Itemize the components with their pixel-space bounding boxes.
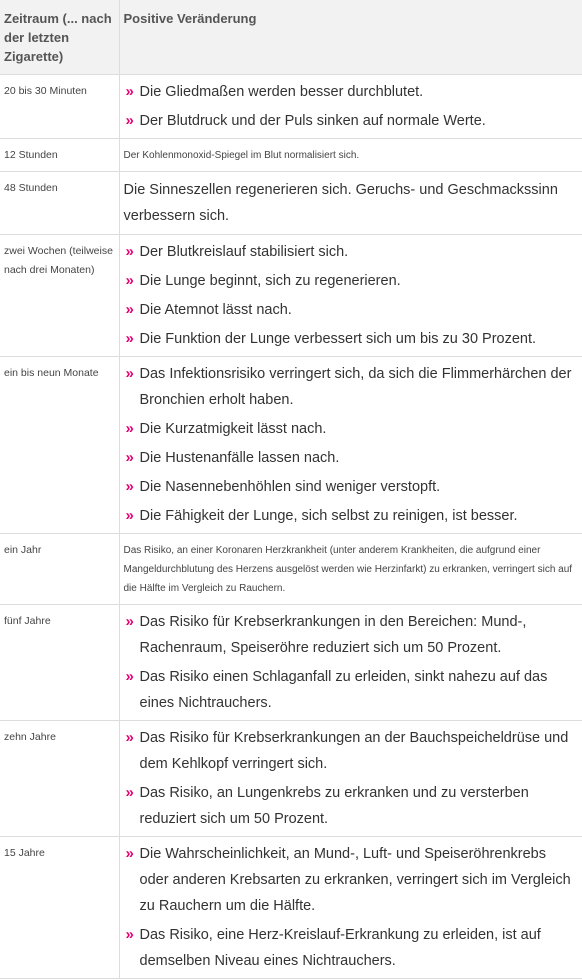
- change-cell: [119, 235, 582, 357]
- table-header-row: [0, 0, 582, 75]
- change-cell: Der Kohlenmonoxid-Spiegel im Blut normalisiert sich.: [119, 139, 582, 172]
- bullet-icon: »: [125, 243, 134, 260]
- table-row: [0, 75, 582, 139]
- period-cell: zehn Jahre: [0, 721, 119, 837]
- header-change: Positive Veränderung: [119, 0, 582, 75]
- list-item: » Die Fähigkeit der Lunge, sich selbst zu reinigen, ist besser.: [126, 503, 579, 529]
- list-item: » Die Kurzatmigkeit lässt nach.: [126, 416, 579, 442]
- list-item: » Das Risiko einen Schlaganfall zu erleiden, sinkt nahezu auf das eines Nichtrauchers.: [126, 664, 579, 716]
- bullet-icon: »: [125, 926, 134, 943]
- table-row: [0, 534, 582, 605]
- change-cell: Die Sinneszellen regenerieren sich. Geruchs- und Geschmackssinn verbessern sich.: [119, 172, 582, 235]
- list-item: » Die Nasennebenhöhlen sind weniger verstopft.: [126, 474, 579, 500]
- table-row: [0, 605, 582, 721]
- change-cell: [119, 357, 582, 534]
- period-cell: 20 bis 30 Minuten: [0, 75, 119, 139]
- list-item: » Das Risiko für Krebserkrankungen an der Bauchspeicheldrüse und dem Kehlkopf verringert sich.: [126, 725, 579, 777]
- period-cell: ein bis neun Monate: [0, 357, 119, 534]
- bullet-icon: »: [125, 668, 134, 685]
- list-item: » Der Blutdruck und der Puls sinken auf normale Werte.: [126, 108, 579, 134]
- change-cell: [119, 75, 582, 139]
- change-cell: [119, 837, 582, 979]
- bullet-icon: »: [125, 507, 134, 524]
- bullet-icon: »: [125, 478, 134, 495]
- bullet-icon: »: [125, 449, 134, 466]
- list-item: » Die Gliedmaßen werden besser durchblutet.: [126, 79, 579, 105]
- table-row: [0, 721, 582, 837]
- period-cell: ein Jahr: [0, 534, 119, 605]
- change-cell: [119, 721, 582, 837]
- list-item: » Die Funktion der Lunge verbessert sich um bis zu 30 Prozent.: [126, 326, 579, 352]
- table-row: [0, 357, 582, 534]
- change-cell: Das Risiko, an einer Koronaren Herzkrankheit (unter anderem Krankheiten, die aufgrund einer Mangeldurchblutung des Herzens ausgelöst werden wie Herzinfarkt) zu erkranken, verringert sich auf die Hälfte im Vergleich zu Rauchern.: [119, 534, 582, 605]
- header-period: Zeitraum (... nach der letzten Zigarette): [0, 0, 119, 75]
- bullet-icon: »: [125, 784, 134, 801]
- bullet-icon: »: [125, 112, 134, 129]
- bullet-icon: »: [125, 330, 134, 347]
- period-cell: 12 Stunden: [0, 139, 119, 172]
- bullet-icon: »: [125, 729, 134, 746]
- list-item: » Das Infektionsrisiko verringert sich, da sich die Flimmerhärchen der Bronchien erholt haben.: [126, 361, 579, 413]
- list-item: » Der Blutkreislauf stabilisiert sich.: [126, 239, 579, 265]
- period-cell: 15 Jahre: [0, 837, 119, 979]
- table-row: [0, 139, 582, 172]
- bullet-icon: »: [125, 613, 134, 630]
- list-item: » Das Risiko für Krebserkrankungen in den Bereichen: Mund-, Rachenraum, Speiseröhre reduziert sich um 50 Prozent.: [126, 609, 579, 661]
- bullet-icon: »: [125, 845, 134, 862]
- period-cell: zwei Wochen (teilweise nach drei Monaten): [0, 235, 119, 357]
- list-item: » Das Risiko, an Lungenkrebs zu erkranken und zu versterben reduziert sich um 50 Prozent.: [126, 780, 579, 832]
- bullet-icon: »: [125, 365, 134, 382]
- period-cell: 48 Stunden: [0, 172, 119, 235]
- table-row: [0, 837, 582, 979]
- list-item: » Die Hustenanfälle lassen nach.: [126, 445, 579, 471]
- list-item: » Die Wahrscheinlichkeit, an Mund-, Luft- und Speiseröhrenkrebs oder anderen Krebsarten zu erkranken, verringert sich im Vergleich zu Rauchern um die Hälfte.: [126, 841, 579, 919]
- change-cell: [119, 605, 582, 721]
- list-item: » Die Lunge beginnt, sich zu regenerieren.: [126, 268, 579, 294]
- list-item: » Das Risiko, eine Herz-Kreislauf-Erkrankung zu erleiden, ist auf demselben Niveau eines Nichtrauchers.: [126, 922, 579, 974]
- bullet-icon: »: [125, 83, 134, 100]
- table-row: [0, 172, 582, 235]
- period-cell: fünf Jahre: [0, 605, 119, 721]
- bullet-icon: »: [125, 301, 134, 318]
- list-item: » Die Atemnot lässt nach.: [126, 297, 579, 323]
- table-row: [0, 235, 582, 357]
- bullet-icon: »: [125, 420, 134, 437]
- bullet-icon: »: [125, 272, 134, 289]
